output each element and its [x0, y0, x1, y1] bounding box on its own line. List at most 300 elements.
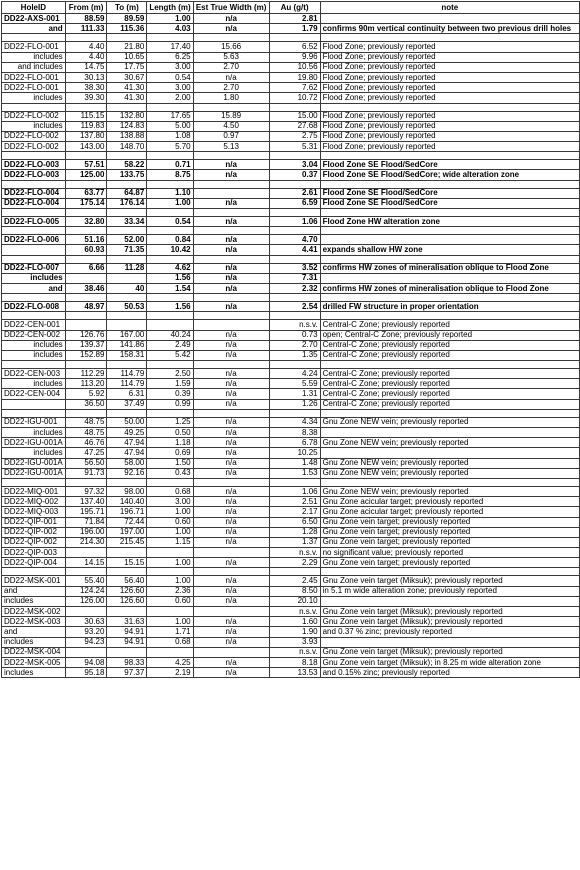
empty-cell	[107, 34, 147, 42]
au-cell: 10.72	[269, 93, 320, 103]
empty-cell	[65, 568, 107, 576]
length-cell: 0.54	[147, 217, 193, 227]
table-row	[2, 399, 580, 409]
table-row	[2, 14, 580, 24]
table-row	[2, 458, 580, 468]
from-cell	[65, 607, 107, 617]
length-cell: 1.54	[147, 283, 193, 293]
au-cell: 19.80	[269, 72, 320, 82]
length-cell: 1.25	[147, 417, 193, 427]
length-cell: 3.00	[147, 62, 193, 72]
au-cell: 5.31	[269, 142, 320, 152]
spacer-row	[2, 361, 580, 369]
table-row	[2, 235, 580, 245]
spacer-row	[2, 255, 580, 263]
table-row	[2, 302, 580, 312]
empty-cell	[193, 227, 269, 235]
table-row	[2, 389, 580, 399]
hole-id-cell: includes	[2, 52, 66, 62]
table-row	[2, 537, 580, 547]
from-cell	[65, 647, 107, 657]
table-row	[2, 607, 580, 617]
true-width-cell: n/a	[193, 486, 269, 496]
table-row	[2, 417, 580, 427]
table-row	[2, 170, 580, 180]
to-cell: 140.40	[107, 497, 147, 507]
table-row	[2, 517, 580, 527]
hole-id-cell: DD22-QIP-004	[2, 558, 66, 568]
true-width-cell: n/a	[193, 389, 269, 399]
from-cell: 196.00	[65, 527, 107, 537]
to-cell: 47.94	[107, 438, 147, 448]
to-cell: 126.60	[107, 586, 147, 596]
table-row	[2, 93, 580, 103]
note-cell: Gnu Zone vein target (Miksuk); previously reported	[320, 647, 579, 657]
from-cell: 137.40	[65, 497, 107, 507]
hole-id-cell: DD22-MSK-003	[2, 617, 66, 627]
empty-cell	[193, 409, 269, 417]
empty-cell	[107, 209, 147, 217]
au-cell: 2.17	[269, 507, 320, 517]
to-cell: 133.75	[107, 170, 147, 180]
length-cell: 1.08	[147, 131, 193, 141]
from-cell: 30.63	[65, 617, 107, 627]
true-width-cell: n/a	[193, 497, 269, 507]
hole-id-cell: DD22-AXS-001	[2, 14, 66, 24]
from-cell: 56.50	[65, 458, 107, 468]
true-width-cell: n/a	[193, 537, 269, 547]
empty-cell	[269, 227, 320, 235]
au-cell: 2.29	[269, 558, 320, 568]
empty-cell	[147, 255, 193, 263]
length-cell: 1.00	[147, 507, 193, 517]
hole-id-cell: DD22-FLO-006	[2, 235, 66, 245]
from-cell: 91.73	[65, 468, 107, 478]
hole-id-cell: and	[2, 24, 66, 34]
length-cell: 0.50	[147, 428, 193, 438]
true-width-cell: n/a	[193, 586, 269, 596]
from-cell: 55.40	[65, 576, 107, 586]
hole-id-cell: DD22-FLO-004	[2, 198, 66, 208]
to-cell: 89.59	[107, 14, 147, 24]
true-width-cell: n/a	[193, 160, 269, 170]
empty-cell	[2, 152, 66, 160]
to-cell: 148.70	[107, 142, 147, 152]
length-cell: 1.00	[147, 527, 193, 537]
note-cell: Central-C Zone; previously reported	[320, 340, 579, 350]
to-cell: 52.00	[107, 235, 147, 245]
spacer-row	[2, 568, 580, 576]
from-cell: 48.75	[65, 417, 107, 427]
to-cell: 17.75	[107, 62, 147, 72]
to-cell: 37.49	[107, 399, 147, 409]
note-cell: and 0.15% zinc; previously reported	[320, 668, 579, 678]
to-cell: 114.79	[107, 379, 147, 389]
from-cell: 48.75	[65, 428, 107, 438]
au-cell: 2.81	[269, 14, 320, 24]
to-cell: 92.16	[107, 468, 147, 478]
note-cell: Central-C Zone; previously reported	[320, 369, 579, 379]
length-cell: 2.19	[147, 668, 193, 678]
empty-cell	[147, 294, 193, 302]
hole-id-cell: DD22-CEN-004	[2, 389, 66, 399]
au-cell: 3.52	[269, 263, 320, 273]
from-cell: 14.15	[65, 558, 107, 568]
note-cell: Flood Zone; previously reported	[320, 83, 579, 93]
hole-id-cell: DD22-IGU-001A	[2, 438, 66, 448]
note-cell: Flood Zone SE Flood/SedCore	[320, 160, 579, 170]
length-cell: 5.70	[147, 142, 193, 152]
au-cell: 8.50	[269, 586, 320, 596]
empty-cell	[147, 361, 193, 369]
au-cell: 5.59	[269, 379, 320, 389]
empty-cell	[107, 152, 147, 160]
empty-cell	[320, 478, 579, 486]
note-cell: in 5.1 m wide alteration zone; previously reported	[320, 586, 579, 596]
to-cell: 176.14	[107, 198, 147, 208]
from-cell: 38.30	[65, 83, 107, 93]
au-cell: 20.10	[269, 596, 320, 606]
hole-id-cell: DD22-MIQ-002	[2, 497, 66, 507]
hole-id-cell: DD22-MSK-005	[2, 657, 66, 667]
from-cell: 94.08	[65, 657, 107, 667]
empty-cell	[107, 103, 147, 111]
au-cell: 3.04	[269, 160, 320, 170]
to-cell: 41.30	[107, 93, 147, 103]
empty-cell	[2, 103, 66, 111]
to-cell: 49.25	[107, 428, 147, 438]
note-cell: Gnu Zone acicular target; previously reported	[320, 497, 579, 507]
to-cell: 50.00	[107, 417, 147, 427]
length-cell: 1.71	[147, 627, 193, 637]
length-cell	[147, 647, 193, 657]
au-cell: 2.54	[269, 302, 320, 312]
au-cell: 27.68	[269, 121, 320, 131]
hole-id-cell: DD22-CEN-003	[2, 369, 66, 379]
empty-cell	[269, 409, 320, 417]
note-cell: Gnu Zone vein target (Miksuk); previously reported	[320, 617, 579, 627]
note-cell	[320, 596, 579, 606]
table-row	[2, 627, 580, 637]
length-cell: 0.71	[147, 160, 193, 170]
to-cell: 11.28	[107, 263, 147, 273]
hole-id-cell: DD22-QIP-001	[2, 517, 66, 527]
au-cell: 10.56	[269, 62, 320, 72]
table-row	[2, 283, 580, 293]
table-row	[2, 428, 580, 438]
empty-cell	[107, 409, 147, 417]
empty-cell	[147, 568, 193, 576]
hole-id-cell: includes	[2, 273, 66, 283]
au-cell: 6.50	[269, 517, 320, 527]
au-cell: 2.32	[269, 283, 320, 293]
hole-id-cell: DD22-IGU-001	[2, 417, 66, 427]
empty-cell	[65, 227, 107, 235]
to-cell: 58.22	[107, 160, 147, 170]
au-cell: 8.18	[269, 657, 320, 667]
au-cell: 7.62	[269, 83, 320, 93]
table-row	[2, 273, 580, 283]
length-cell: 4.25	[147, 657, 193, 667]
empty-cell	[320, 255, 579, 263]
drill-results-table	[1, 1, 580, 678]
true-width-cell: n/a	[193, 417, 269, 427]
length-cell: 1.10	[147, 188, 193, 198]
table-row	[2, 83, 580, 93]
empty-cell	[269, 361, 320, 369]
note-cell: Gnu Zone vein target (Miksuk); previously reported	[320, 576, 579, 586]
spacer-row	[2, 312, 580, 320]
empty-cell	[320, 294, 579, 302]
hole-id-cell: includes	[2, 350, 66, 360]
true-width-cell: n/a	[193, 428, 269, 438]
true-width-cell: n/a	[193, 235, 269, 245]
hole-id-cell: DD22-FLO-007	[2, 263, 66, 273]
empty-cell	[193, 180, 269, 188]
table-row	[2, 617, 580, 627]
spacer-row	[2, 103, 580, 111]
true-width-cell: 1.80	[193, 93, 269, 103]
empty-cell	[65, 152, 107, 160]
from-cell: 119.83	[65, 121, 107, 131]
hole-id-cell: DD22-FLO-002	[2, 131, 66, 141]
length-cell: 0.99	[147, 399, 193, 409]
note-cell: Gnu Zone vein target; previously reported	[320, 537, 579, 547]
length-cell: 3.00	[147, 83, 193, 93]
from-cell: 4.40	[65, 52, 107, 62]
true-width-cell: n/a	[193, 369, 269, 379]
empty-cell	[193, 568, 269, 576]
empty-cell	[147, 227, 193, 235]
from-cell: 57.51	[65, 160, 107, 170]
au-cell: 2.75	[269, 131, 320, 141]
empty-cell	[107, 568, 147, 576]
true-width-cell: n/a	[193, 399, 269, 409]
note-cell	[320, 14, 579, 24]
table-row	[2, 596, 580, 606]
length-cell: 10.42	[147, 245, 193, 255]
from-cell: 152.89	[65, 350, 107, 360]
to-cell	[107, 273, 147, 283]
table-row	[2, 245, 580, 255]
length-cell: 6.25	[147, 52, 193, 62]
to-cell: 71.35	[107, 245, 147, 255]
au-cell: 4.70	[269, 235, 320, 245]
note-cell: Central-C Zone; previously reported	[320, 399, 579, 409]
length-cell: 2.36	[147, 586, 193, 596]
from-cell: 47.25	[65, 448, 107, 458]
from-cell: 113.20	[65, 379, 107, 389]
table-row	[2, 486, 580, 496]
au-cell: 2.45	[269, 576, 320, 586]
note-cell: Flood Zone HW alteration zone	[320, 217, 579, 227]
note-cell: Gnu Zone vein target; previously reported	[320, 527, 579, 537]
au-cell: n.s.v.	[269, 647, 320, 657]
empty-cell	[147, 209, 193, 217]
au-cell: n.s.v.	[269, 548, 320, 558]
to-cell: 47.94	[107, 448, 147, 458]
true-width-cell: n/a	[193, 596, 269, 606]
table-row	[2, 131, 580, 141]
hole-id-cell: DD22-FLO-001	[2, 83, 66, 93]
hole-id-cell: includes	[2, 93, 66, 103]
true-width-cell: n/a	[193, 657, 269, 667]
au-cell: 8.38	[269, 428, 320, 438]
table-row	[2, 111, 580, 121]
table-row	[2, 263, 580, 273]
to-cell: 98.33	[107, 657, 147, 667]
from-cell: 36.50	[65, 399, 107, 409]
note-cell	[320, 637, 579, 647]
table-row	[2, 217, 580, 227]
au-cell: 0.37	[269, 170, 320, 180]
empty-cell	[269, 294, 320, 302]
header-row	[2, 2, 580, 14]
length-cell	[147, 607, 193, 617]
note-cell: Flood Zone; previously reported	[320, 42, 579, 52]
note-cell: Gnu Zone NEW vein; previously reported	[320, 468, 579, 478]
hole-id-cell: DD22-FLO-004	[2, 188, 66, 198]
empty-cell	[147, 152, 193, 160]
empty-cell	[320, 180, 579, 188]
table-row	[2, 350, 580, 360]
hole-id-cell: and	[2, 283, 66, 293]
true-width-cell: 15.66	[193, 42, 269, 52]
hole-id-cell: DD22-CEN-001	[2, 320, 66, 330]
hole-id-cell: includes	[2, 668, 66, 678]
empty-cell	[269, 103, 320, 111]
from-cell: 214.30	[65, 537, 107, 547]
spacer-row	[2, 34, 580, 42]
note-cell: Flood Zone; previously reported	[320, 121, 579, 131]
hole-id-cell: DD22-FLO-002	[2, 142, 66, 152]
length-cell: 1.00	[147, 198, 193, 208]
au-cell: 15.00	[269, 111, 320, 121]
au-cell: 1.37	[269, 537, 320, 547]
to-cell: 114.79	[107, 369, 147, 379]
to-cell: 50.53	[107, 302, 147, 312]
header-true-width: Est True Width (m)	[193, 2, 269, 14]
empty-cell	[107, 478, 147, 486]
to-cell: 21.80	[107, 42, 147, 52]
empty-cell	[107, 180, 147, 188]
table-row	[2, 320, 580, 330]
empty-cell	[320, 227, 579, 235]
empty-cell	[193, 34, 269, 42]
empty-cell	[269, 34, 320, 42]
au-cell: 6.52	[269, 42, 320, 52]
au-cell: 1.53	[269, 468, 320, 478]
to-cell: 126.60	[107, 596, 147, 606]
spacer-row	[2, 227, 580, 235]
empty-cell	[2, 361, 66, 369]
to-cell: 215.45	[107, 537, 147, 547]
au-cell: n.s.v.	[269, 607, 320, 617]
empty-cell	[320, 34, 579, 42]
true-width-cell: n/a	[193, 668, 269, 678]
note-cell: Gnu Zone vein target (Miksuk); previously reported	[320, 607, 579, 617]
au-cell: 4.41	[269, 245, 320, 255]
note-cell: Gnu Zone vein target; previously reported	[320, 558, 579, 568]
hole-id-cell: DD22-MIQ-003	[2, 507, 66, 517]
table-row	[2, 548, 580, 558]
au-cell: 1.48	[269, 458, 320, 468]
true-width-cell: n/a	[193, 245, 269, 255]
length-cell: 0.68	[147, 486, 193, 496]
header-note: note	[320, 2, 579, 14]
length-cell	[147, 320, 193, 330]
empty-cell	[193, 361, 269, 369]
table-row	[2, 576, 580, 586]
empty-cell	[320, 568, 579, 576]
from-cell: 126.76	[65, 330, 107, 340]
header-length: Length (m)	[147, 2, 193, 14]
to-cell: 72.44	[107, 517, 147, 527]
hole-id-cell: includes	[2, 448, 66, 458]
au-cell: 13.53	[269, 668, 320, 678]
empty-cell	[107, 294, 147, 302]
empty-cell	[107, 255, 147, 263]
from-cell: 111.33	[65, 24, 107, 34]
note-cell: no significant value; previously reported	[320, 548, 579, 558]
hole-id-cell: DD22-FLO-005	[2, 217, 66, 227]
length-cell: 1.56	[147, 273, 193, 283]
au-cell: n.s.v.	[269, 320, 320, 330]
table-row	[2, 379, 580, 389]
empty-cell	[65, 255, 107, 263]
empty-cell	[65, 361, 107, 369]
length-cell: 2.49	[147, 340, 193, 350]
empty-cell	[107, 227, 147, 235]
length-cell: 4.03	[147, 24, 193, 34]
note-cell: Central-C Zone; previously reported	[320, 320, 579, 330]
note-cell: Flood Zone SE Flood/SedCore; wide alteration zone	[320, 170, 579, 180]
spacer-row	[2, 409, 580, 417]
to-cell: 58.00	[107, 458, 147, 468]
from-cell: 71.84	[65, 517, 107, 527]
true-width-cell: 0.97	[193, 131, 269, 141]
spacer-row	[2, 294, 580, 302]
spacer-row	[2, 478, 580, 486]
to-cell: 56.40	[107, 576, 147, 586]
from-cell: 30.13	[65, 72, 107, 82]
empty-cell	[320, 209, 579, 217]
empty-cell	[2, 409, 66, 417]
hole-id-cell: DD22-FLO-008	[2, 302, 66, 312]
true-width-cell: n/a	[193, 448, 269, 458]
hole-id-cell: DD22-IGU-001A	[2, 468, 66, 478]
from-cell: 48.97	[65, 302, 107, 312]
true-width-cell: 5.13	[193, 142, 269, 152]
hole-id-cell: and	[2, 586, 66, 596]
empty-cell	[147, 34, 193, 42]
to-cell: 196.71	[107, 507, 147, 517]
length-cell: 0.54	[147, 72, 193, 82]
note-cell: Gnu Zone NEW vein; previously reported	[320, 458, 579, 468]
note-cell	[320, 273, 579, 283]
length-cell: 1.18	[147, 438, 193, 448]
from-cell: 39.30	[65, 93, 107, 103]
true-width-cell: n/a	[193, 263, 269, 273]
table-row	[2, 668, 580, 678]
to-cell: 138.88	[107, 131, 147, 141]
hole-id-cell: and includes	[2, 62, 66, 72]
to-cell: 124.83	[107, 121, 147, 131]
true-width-cell: n/a	[193, 330, 269, 340]
note-cell: Gnu Zone NEW vein; previously reported	[320, 438, 579, 448]
true-width-cell: n/a	[193, 627, 269, 637]
true-width-cell: n/a	[193, 350, 269, 360]
